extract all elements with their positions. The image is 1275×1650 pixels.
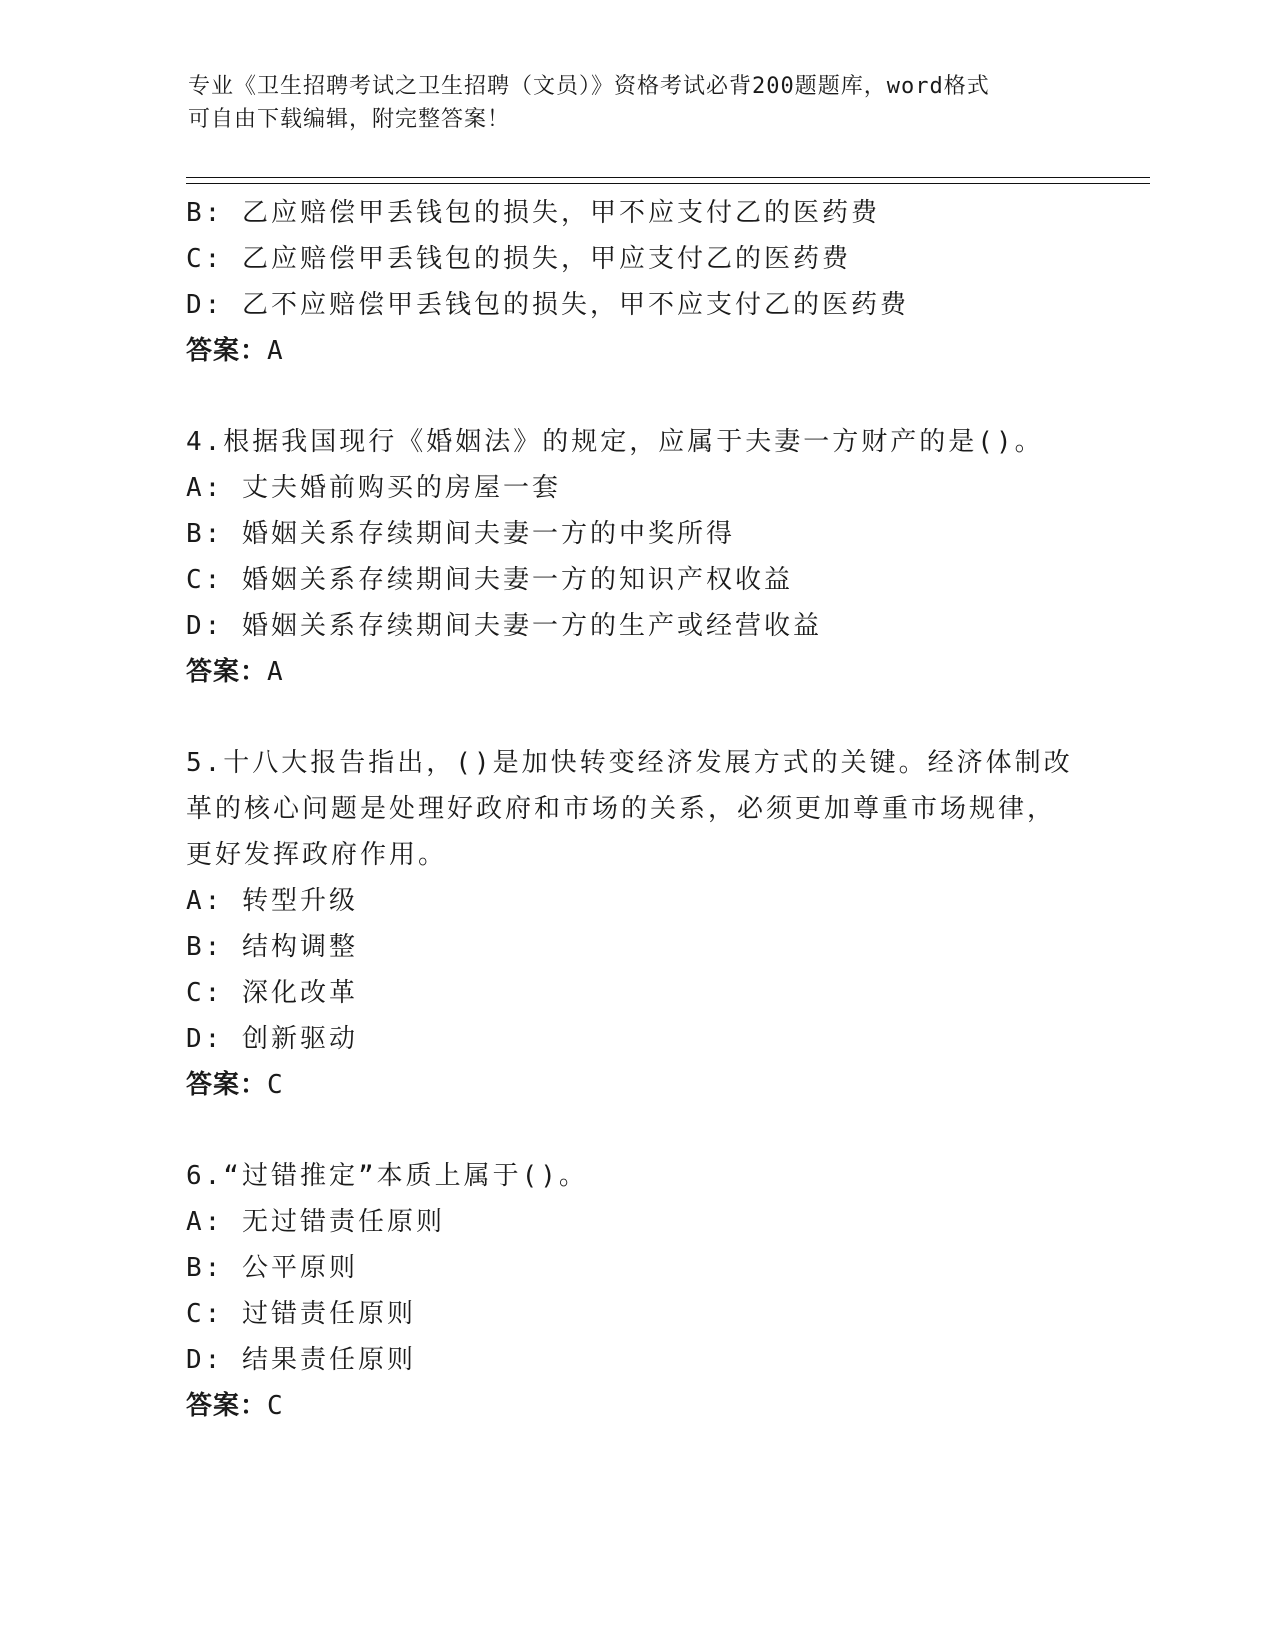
question-spacer [186, 374, 1086, 419]
question-6-option-c: C: 过错责任原则 [186, 1299, 416, 1329]
header-title-line-2: 可自由下载编辑，附完整答案！ [188, 107, 511, 132]
question-5-option-a: A: 转型升级 [186, 886, 358, 916]
question-4-block [186, 419, 1086, 695]
question-5-stem-line-2: 革的核心问题是处理好政府和市场的关系，必须更加尊重市场规律， [186, 794, 1057, 824]
question-5-option-b: B: 结构调整 [186, 932, 358, 962]
question-6-option-b: B: 公平原则 [186, 1253, 358, 1283]
question-6-answer-value: C [267, 1391, 286, 1421]
question-spacer [186, 1108, 1086, 1153]
question-6-option-d: D: 结果责任原则 [186, 1345, 416, 1375]
question-5-answer [186, 1062, 1086, 1108]
question-4-option-b: B: 婚姻关系存续期间夫妻一方的中奖所得 [186, 519, 735, 549]
question-list [186, 190, 1086, 1429]
question-6-option-a: A: 无过错责任原则 [186, 1207, 445, 1237]
question-5-block [186, 740, 1086, 1108]
question-5-answer-label: 答案： [186, 1070, 268, 1100]
question-4-answer-label: 答案： [186, 657, 268, 687]
header-divider-bottom [186, 183, 1150, 184]
question-6-block [186, 1153, 1086, 1429]
question-4-option-a: A: 丈夫婚前购买的房屋一套 [186, 473, 561, 503]
question-3-option-c: C: 乙应赔偿甲丢钱包的损失，甲应支付乙的医药费 [186, 244, 851, 274]
question-4-answer [186, 649, 1086, 695]
question-5-option-c: C: 深化改革 [186, 978, 358, 1008]
question-4-option-c: C: 婚姻关系存续期间夫妻一方的知识产权收益 [186, 565, 793, 595]
document-header [188, 70, 1068, 136]
question-5-option-d: D: 创新驱动 [186, 1024, 358, 1054]
question-3-answer-label: 答案： [186, 336, 268, 366]
question-5-answer-value: C [267, 1070, 286, 1100]
question-6-answer [186, 1383, 1086, 1429]
question-3-option-d: D: 乙不应赔偿甲丢钱包的损失，甲不应支付乙的医药费 [186, 290, 909, 320]
question-3-answer [186, 328, 1086, 374]
question-6-answer-label: 答案： [186, 1391, 268, 1421]
question-3-answer-value: A [267, 336, 286, 366]
question-3-option-b: B: 乙应赔偿甲丢钱包的损失，甲不应支付乙的医药费 [186, 198, 880, 228]
question-5-stem-line-1: 5.十八大报告指出，()是加快转变经济发展方式的关键。经济体制改 [186, 748, 1073, 778]
header-title-line-1: 专业《卫生招聘考试之卫生招聘（文员）》资格考试必背200题题库，word格式 [188, 74, 990, 99]
question-3-block [186, 190, 1086, 374]
question-spacer [186, 695, 1086, 740]
question-4-stem: 4.根据我国现行《婚姻法》的规定，应属于夫妻一方财产的是()。 [186, 427, 1044, 457]
question-5-stem-line-3: 更好发挥政府作用。 [186, 840, 448, 870]
question-4-answer-value: A [267, 657, 286, 687]
question-6-stem: 6.“过错推定”本质上属于()。 [186, 1161, 588, 1191]
header-divider-top [186, 177, 1150, 178]
question-4-option-d: D: 婚姻关系存续期间夫妻一方的生产或经营收益 [186, 611, 822, 641]
